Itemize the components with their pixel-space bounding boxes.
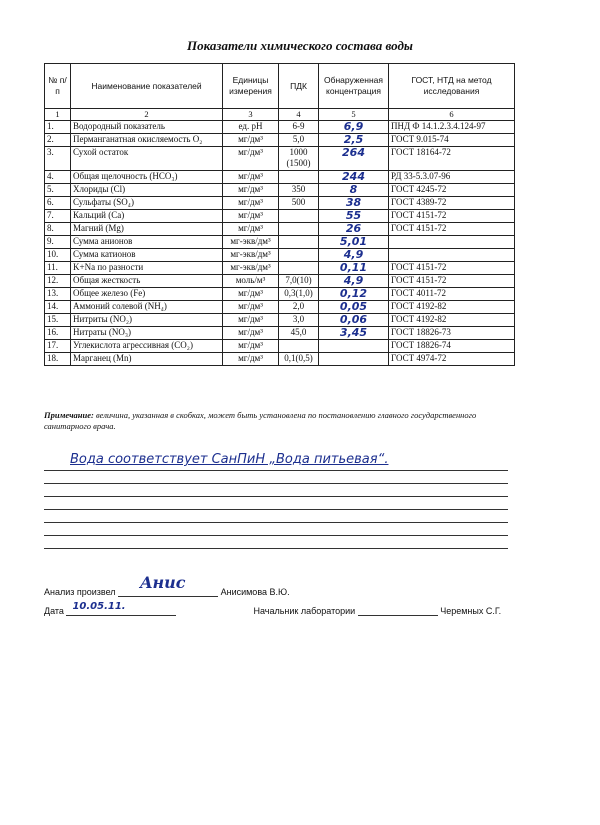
row-number: 3. [45, 147, 71, 171]
unit: мг/дм³ [223, 147, 279, 171]
signature: Aниc [140, 573, 186, 592]
unit: мг/дм³ [223, 197, 279, 210]
column-index: 3 [223, 109, 279, 121]
column-index: 5 [319, 109, 389, 121]
header-gost: ГОСТ, НТД на метод исследования [389, 64, 515, 109]
note-text: величина, указанная в скобках, может быть установлена по постановлению главного государственного санитарного врача. [44, 410, 477, 431]
unit: мг/дм³ [223, 184, 279, 197]
method-standard: ГОСТ 18164-72 [389, 147, 515, 171]
pdk-limit: 1000 (1500) [279, 147, 319, 171]
row-number: 14. [45, 301, 71, 314]
measured-value: 55 [319, 210, 389, 223]
header-value: Обнаруженная концентрация [319, 64, 389, 109]
header-name: Наименование показателей [71, 64, 223, 109]
method-standard [389, 249, 515, 262]
method-standard: ГОСТ 9.015-74 [389, 134, 515, 147]
date-label: Дата [44, 606, 64, 616]
conclusion-handwritten: Вода соответствует СанПиН „Вода питьевая“. [70, 452, 389, 467]
unit: мг/дм³ [223, 314, 279, 327]
unit: мг/дм³ [223, 171, 279, 184]
row-number: 7. [45, 210, 71, 223]
measured-value: 3,45 [319, 327, 389, 340]
pdk-limit [279, 236, 319, 249]
measured-value [319, 340, 389, 353]
unit: мг/дм³ [223, 301, 279, 314]
column-index: 4 [279, 109, 319, 121]
measured-value: 0,05 [319, 301, 389, 314]
table-row [45, 147, 515, 171]
measured-value: 26 [319, 223, 389, 236]
document-title: Показатели химического состава воды [187, 38, 413, 53]
measured-value: 244 [319, 171, 389, 184]
measured-value: 38 [319, 197, 389, 210]
method-standard: ПНД Ф 14.1.2.3.4.124-97 [389, 121, 515, 134]
method-standard: ГОСТ 4011-72 [389, 288, 515, 301]
note-label: Примечание: [44, 410, 94, 420]
column-index: 2 [71, 109, 223, 121]
row-number: 6. [45, 197, 71, 210]
indicator-name: Нитраты (NO₃) [71, 327, 223, 340]
ruled-line [44, 496, 508, 497]
pdk-limit: 3,0 [279, 314, 319, 327]
ruled-line [44, 548, 508, 549]
lab-head-label: Начальник лаборатории [253, 606, 356, 616]
table-row [45, 301, 515, 314]
measured-value: 8 [319, 184, 389, 197]
ruled-line [44, 522, 508, 523]
table-row [45, 353, 515, 366]
indicator-name: Общая щелочность (HCO₃) [71, 171, 223, 184]
pdk-limit: 0,3(1,0) [279, 288, 319, 301]
method-standard: ГОСТ 18826-73 [389, 327, 515, 340]
pdk-limit [279, 262, 319, 275]
pdk-limit [279, 223, 319, 236]
date-value: 10.05.11. [72, 601, 126, 612]
row-number: 1. [45, 121, 71, 134]
pdk-limit: 45,0 [279, 327, 319, 340]
row-number: 16. [45, 327, 71, 340]
lab-head-person: Черемных С.Г. [440, 606, 502, 616]
table-row [45, 223, 515, 236]
method-standard: РД 33-5.3.07-96 [389, 171, 515, 184]
table-row [45, 236, 515, 249]
table-body [45, 121, 515, 366]
measured-value: 0,12 [319, 288, 389, 301]
unit: мг/дм³ [223, 210, 279, 223]
indicator-name: Углекислота агрессивная (CO₂) [71, 340, 223, 353]
date-line [66, 601, 176, 616]
table-row [45, 210, 515, 223]
pdk-limit [279, 340, 319, 353]
measured-value: 5,01 [319, 236, 389, 249]
analysis-label: Анализ произвел [44, 587, 116, 597]
row-number: 12. [45, 275, 71, 288]
indicator-name: Общая жесткость [71, 275, 223, 288]
table-row [45, 327, 515, 340]
table-row [45, 314, 515, 327]
method-standard: ГОСТ 4389-72 [389, 197, 515, 210]
header-unit: Единицы измерения [223, 64, 279, 109]
indicator-name: Сумма катионов [71, 249, 223, 262]
method-standard: ГОСТ 4974-72 [389, 353, 515, 366]
ruled-line [44, 483, 508, 484]
table-row [45, 134, 515, 147]
column-index: 6 [389, 109, 515, 121]
indicator-name: Аммоний солевой (NH₄) [71, 301, 223, 314]
pdk-limit: 6-9 [279, 121, 319, 134]
table-row [45, 262, 515, 275]
measured-value [319, 353, 389, 366]
unit: мг/дм³ [223, 327, 279, 340]
header-num: № п/п [45, 64, 71, 109]
indicator-name: Сухой остаток [71, 147, 223, 171]
row-number: 15. [45, 314, 71, 327]
indicator-name: Магний (Mg) [71, 223, 223, 236]
measured-value: 4,9 [319, 275, 389, 288]
date-row [44, 601, 502, 616]
ruled-line [44, 535, 508, 536]
method-standard: ГОСТ 4192-82 [389, 301, 515, 314]
unit: мг/дм³ [223, 288, 279, 301]
row-number: 5. [45, 184, 71, 197]
table-row [45, 121, 515, 134]
measured-value: 264 [319, 147, 389, 171]
pdk-limit: 5,0 [279, 134, 319, 147]
method-standard: ГОСТ 4192-82 [389, 314, 515, 327]
indicator-name: K+Na по разности [71, 262, 223, 275]
pdk-limit [279, 171, 319, 184]
table-row [45, 171, 515, 184]
header-pdk: ПДК [279, 64, 319, 109]
indicator-name: Кальций (Ca) [71, 210, 223, 223]
pdk-limit: 7,0(10) [279, 275, 319, 288]
method-standard [389, 236, 515, 249]
unit: мг/дм³ [223, 340, 279, 353]
unit: ед. pH [223, 121, 279, 134]
method-standard: ГОСТ 4151-72 [389, 210, 515, 223]
unit: мг/дм³ [223, 353, 279, 366]
note [44, 410, 524, 432]
pdk-limit: 500 [279, 197, 319, 210]
column-index-row [45, 109, 515, 121]
unit: моль/м³ [223, 275, 279, 288]
indicator-name: Сульфаты (SO₄) [71, 197, 223, 210]
row-number: 10. [45, 249, 71, 262]
row-number: 8. [45, 223, 71, 236]
pdk-limit [279, 210, 319, 223]
table-row [45, 288, 515, 301]
chemical-composition-table [44, 63, 515, 366]
indicator-name: Перманганатная окисляемость O₂ [71, 134, 223, 147]
unit: мг/дм³ [223, 134, 279, 147]
table-row [45, 340, 515, 353]
method-standard: ГОСТ 4245-72 [389, 184, 515, 197]
method-standard: ГОСТ 4151-72 [389, 223, 515, 236]
indicator-name: Сумма анионов [71, 236, 223, 249]
measured-value: 2,5 [319, 134, 389, 147]
indicator-name: Нитриты (NO₂) [71, 314, 223, 327]
row-number: 4. [45, 171, 71, 184]
analysis-person: Анисимова В.Ю. [220, 587, 290, 597]
table-row [45, 197, 515, 210]
analysis-row [44, 573, 290, 597]
method-standard: ГОСТ 18826-74 [389, 340, 515, 353]
measured-value: 0,06 [319, 314, 389, 327]
unit: мг-экв/дм³ [223, 262, 279, 275]
ruled-line [44, 470, 508, 471]
indicator-name: Марганец (Mn) [71, 353, 223, 366]
ruled-line [44, 509, 508, 510]
unit: мг/дм³ [223, 223, 279, 236]
lab-head-signature-line [358, 604, 438, 616]
method-standard: ГОСТ 4151-72 [389, 275, 515, 288]
column-index: 1 [45, 109, 71, 121]
row-number: 18. [45, 353, 71, 366]
row-number: 17. [45, 340, 71, 353]
indicator-name: Хлориды (Cl) [71, 184, 223, 197]
pdk-limit: 2,0 [279, 301, 319, 314]
pdk-limit [279, 249, 319, 262]
table-row [45, 249, 515, 262]
table-header-row [45, 64, 515, 109]
measured-value: 0,11 [319, 262, 389, 275]
row-number: 2. [45, 134, 71, 147]
row-number: 11. [45, 262, 71, 275]
row-number: 9. [45, 236, 71, 249]
method-standard: ГОСТ 4151-72 [389, 262, 515, 275]
measured-value: 4,9 [319, 249, 389, 262]
pdk-limit: 350 [279, 184, 319, 197]
indicator-name: Общее железо (Fe) [71, 288, 223, 301]
measured-value: 6,9 [319, 121, 389, 134]
unit: мг-экв/дм³ [223, 236, 279, 249]
unit: мг-экв/дм³ [223, 249, 279, 262]
table-row [45, 184, 515, 197]
signature-line [118, 573, 218, 597]
indicator-name: Водородный показатель [71, 121, 223, 134]
table-row [45, 275, 515, 288]
row-number: 13. [45, 288, 71, 301]
pdk-limit: 0,1(0,5) [279, 353, 319, 366]
